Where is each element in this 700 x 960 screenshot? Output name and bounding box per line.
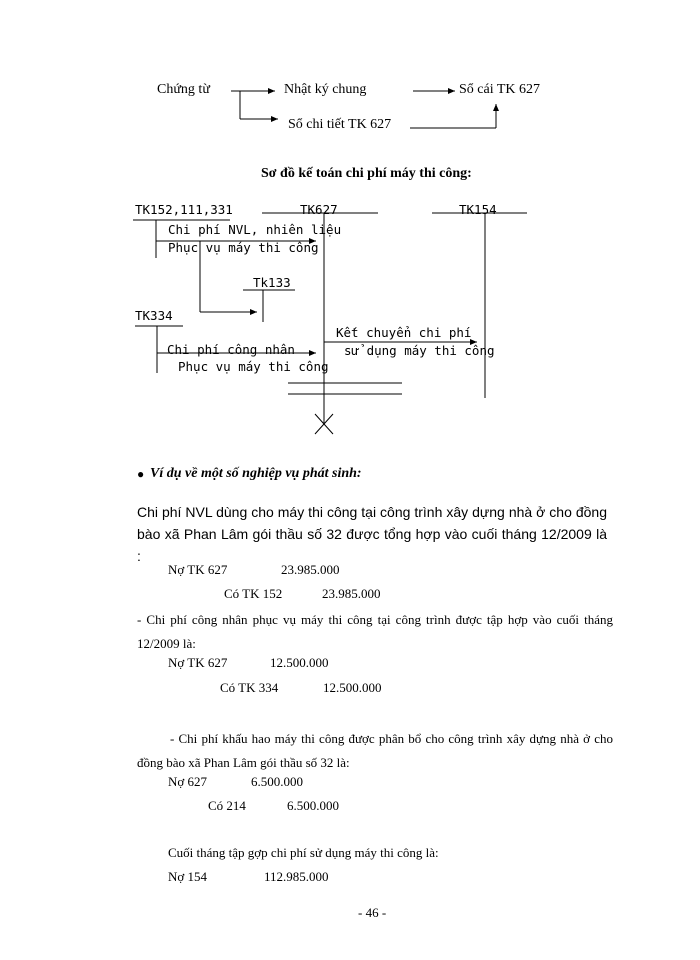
- entry1-debit-amount: 23.985.000: [281, 562, 340, 577]
- entry2-credit-amount: 12.500.000: [323, 680, 382, 695]
- diagram-title: Sơ đồ kế toán chi phí máy thi công:: [261, 166, 472, 181]
- tk133-label: Tk133: [253, 275, 291, 290]
- cn-text-1: Chi phí công nhân: [167, 342, 295, 357]
- entry1-credit-amount: 23.985.000: [322, 586, 381, 601]
- example-paragraph-2: - Chi phí công nhân phục vụ máy thi công tại công trình được tập hợp vào cuối tháng 12/2009 là:: [137, 612, 613, 651]
- entry3-debit: Nợ 627: [168, 774, 208, 789]
- flow-chung-tu: Chứng từ: [157, 82, 210, 97]
- entry1-credit: Có TK 152: [224, 586, 283, 601]
- tk334-label: TK334: [135, 308, 173, 323]
- entry4-debit: Nợ 154: [168, 869, 208, 884]
- tk154-label: TK154: [459, 202, 497, 217]
- cn-text-2: Phục vụ máy thi công: [178, 359, 329, 374]
- nvl-text-2: Phục vụ máy thi công: [168, 240, 319, 255]
- ket-chuyen-text-2: sử dụng máy thi công: [344, 343, 495, 358]
- bullet-icon: ●: [137, 467, 145, 481]
- entry2-credit: Có TK 334: [220, 680, 279, 695]
- example-paragraph-1: Chi phí NVL dùng cho máy thi công tại công trình xây dựng nhà ở cho đồng bào xã Phan Lâm gói thầu số 32 được tổng hợp vào cuối tháng 12/2009 là :: [137, 504, 607, 564]
- flow-so-cai: Sổ cái TK 627: [459, 82, 541, 97]
- example-paragraph-3: - Chi phí khấu hao máy thi công được phân bổ cho công trình xây dựng nhà ở cho đồng bào xã Phan Lâm gói thầu số 32 là:: [137, 731, 613, 770]
- entry3-debit-amount: 6.500.000: [251, 774, 303, 789]
- example-heading: Ví dụ về một số nghiệp vụ phát sinh:: [150, 466, 362, 481]
- flow-so-chi-tiet: Sổ chi tiết TK 627: [288, 117, 392, 132]
- entry1-debit: Nợ TK 627: [168, 562, 228, 577]
- entry3-credit: Có 214: [208, 798, 246, 813]
- page-number: - 46 -: [358, 905, 387, 920]
- entry4-debit-amount: 112.985.000: [264, 869, 329, 884]
- entry2-debit-amount: 12.500.000: [270, 655, 329, 670]
- nvl-text-1: Chi phí NVL, nhiên liệu: [168, 222, 342, 237]
- tk152-label: TK152,111,331: [135, 202, 233, 217]
- entry2-debit: Nợ TK 627: [168, 655, 228, 670]
- flow-nhat-ky-chung: Nhật ký chung: [284, 82, 367, 97]
- ket-chuyen-text-1: Kết chuyển chi phí: [336, 325, 472, 340]
- entry3-credit-amount: 6.500.000: [287, 798, 339, 813]
- example-paragraph-4: Cuối tháng tập gợp chi phí sử dụng máy thi công là:: [168, 845, 439, 860]
- tk627-label: TK627: [300, 202, 338, 217]
